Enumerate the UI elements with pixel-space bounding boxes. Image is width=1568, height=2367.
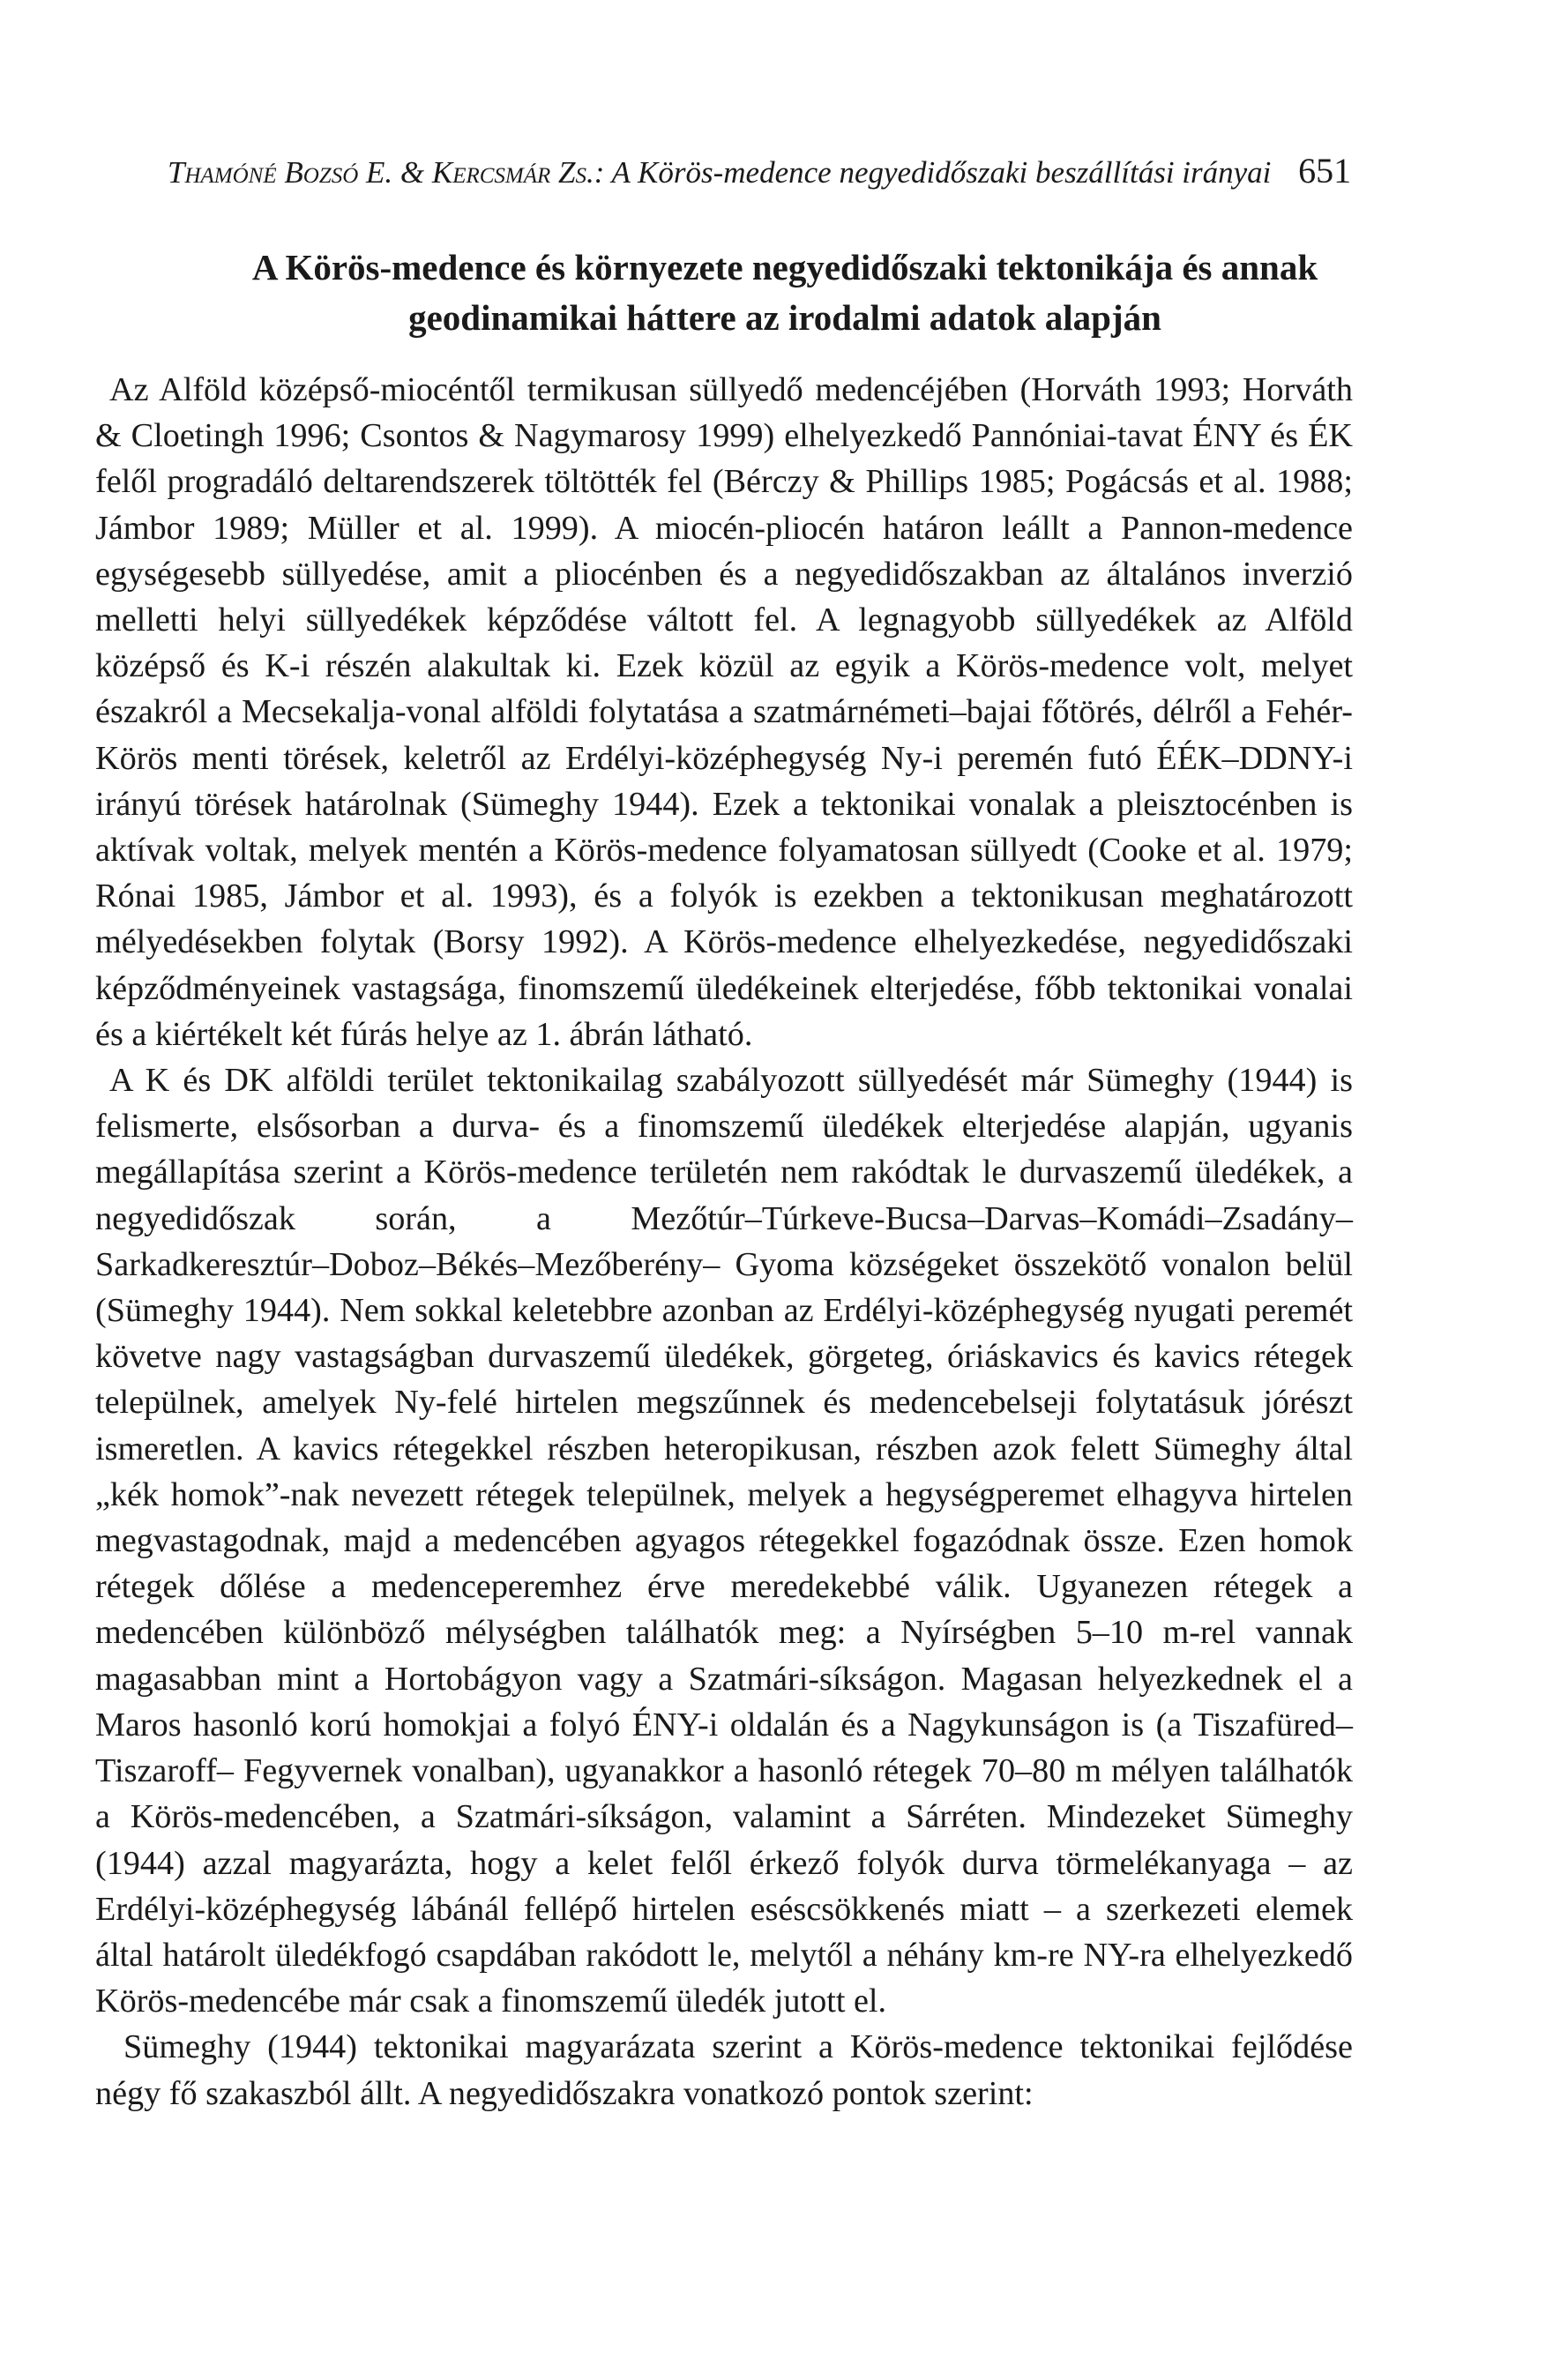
section-title-line-2: geodinamikai háttere az irodalmi adatok alapján — [408, 297, 1161, 338]
header-journal-title: A Körös-medence negyedidőszaki beszállítási irányai — [611, 155, 1272, 190]
paragraph-2: A K és DK alföldi terület tektonikailag szabályozott süllyedését már Sümeghy (1944) is felismerte, elsősorban a durva- és a finomszemű üledékek elterjedése alapján, ugyanis megállapítása szerint a Körös-medence területén nem rakódtak le durvaszemű üledékek, a negyedidőszak során, a Mezőtúr–Túrkeve-Bucsa–Darvas–Komádi–Zsadány–Sarkadkeresztúr–Doboz–Békés–Mezőberény– Gyoma községeket összekötő vonalon belül (Sümeghy 1944). Nem sokkal keletebbre azonban az Erdélyi-középhegység nyugati peremét követve nagy vastagságban durvaszemű üledékek, görgeteg, óriáskavics és kavics rétegek települnek, amelyek Ny-felé hirtelen megszűnnek és medencebelseji folytatásuk jórészt ismeretlen. A kavics rétegekkel részben heteropikusan, részben azok felett Sümeghy által „kék homok”-nak nevezett rétegek települnek, melyek a hegységperemet elhagyva hirtelen megvastagodnak, majd a medencében agyagos rétegekkel fogazódnak össze. Ezen homok rétegek dőlése a medenceperemhez érve meredekebbé válik. Ugyanezen rétegek a medencében különböző mélységben találhatók meg: a Nyírségben 5–10 m-rel vannak magasabban mint a Hortobágyon vagy a Szatmári-síkságon. Magasan helyezkednek el a Maros hasonló korú homokjai a folyó ÉNY-i oldalán és a Nagykunságon is (a Tiszafüred–Tiszaroff– Fegyvernek vonalban), ugyanakkor a hasonló rétegek 70–80 m mélyen találhatók a Körös-medencében, a Szatmári-síkságon, valamint a Sárréten. Mindezeket Sümeghy (1944) azzal magyarázta, hogy a kelet felől érkező folyók durva törmelékanyaga – az Erdélyi-középhegység lábánál fellépő hirtelen eséscsökkenés miatt – a szerkezeti elemek által határolt üledékfogó csapdában rakódott le, melytől a néhány km-re NY-ra elhelyezkedő Körös-medencébe már csak a finomszemű üledék jutott el. — [95, 1062, 1353, 2020]
section-title — [106, 243, 1464, 343]
running-head — [168, 150, 1437, 191]
section-title-line-1: A Körös-medence és környezete negyedidőszaki tektonikája és annak — [251, 247, 1318, 287]
body-text — [95, 367, 1353, 2117]
paragraph-3: Sümeghy (1944) tektonikai magyarázata szerint a Körös-medence tektonikai fejlődése négy fő szakaszból állt. A negyedidőszakra vonatkozó pontok szerint: — [95, 2028, 1353, 2112]
header-authors: Thamóné Bozsó E. & Kercsmár Zs.: — [168, 155, 605, 190]
page-number: 651 — [1298, 151, 1352, 190]
paragraph-1: Az Alföld középső-miocéntől termikusan süllyedő medencéjében (Horváth 1993; Horváth & Cloetingh 1996; Csontos & Nagymarosy 1999) elhelyezkedő Pannóniai-tavat ÉNY és ÉK felől progradáló deltarendszerek töltötték fel (Bérczy & Phillips 1985; Pogácsás et al. 1988; Jámbor 1989; Müller et al. 1999). A miocén-pliocén határon leállt a Pannon-medence egységesebb süllyedése, amit a pliocénben és a negyedidőszakban az általános inverzió melletti helyi süllyedékek képződése váltott fel. A legnagyobb süllyedékek az Alföld középső és K-i részén alakultak ki. Ezek közül az egyik a Körös-medence volt, melyet északról a Mecsekalja-vonal alföldi folytatása a szatmárnémeti–bajai főtörés, délről a Fehér-Körös menti törések, keletről az Erdélyi-középhegység Ny-i peremén futó ÉÉK–DDNY-i irányú törések határolnak (Sümeghy 1944). Ezek a tektonikai vonalak a pleisztocénben is aktívak voltak, melyek mentén a Körös-medence folyamatosan süllyedt (Cooke et al. 1979; Rónai 1985, Jámbor et al. 1993), és a folyók is ezekben a tektonikusan meghatározott mélyedésekben folytak (Borsy 1992). A Körös-medence elhelyezkedése, negyedidőszaki képződményeinek vastagsága, finomszemű üledékeinek elterjedése, főbb tektonikai vonalai és a kiértékelt két fúrás helye az 1. ábrán látható. — [95, 371, 1353, 1053]
